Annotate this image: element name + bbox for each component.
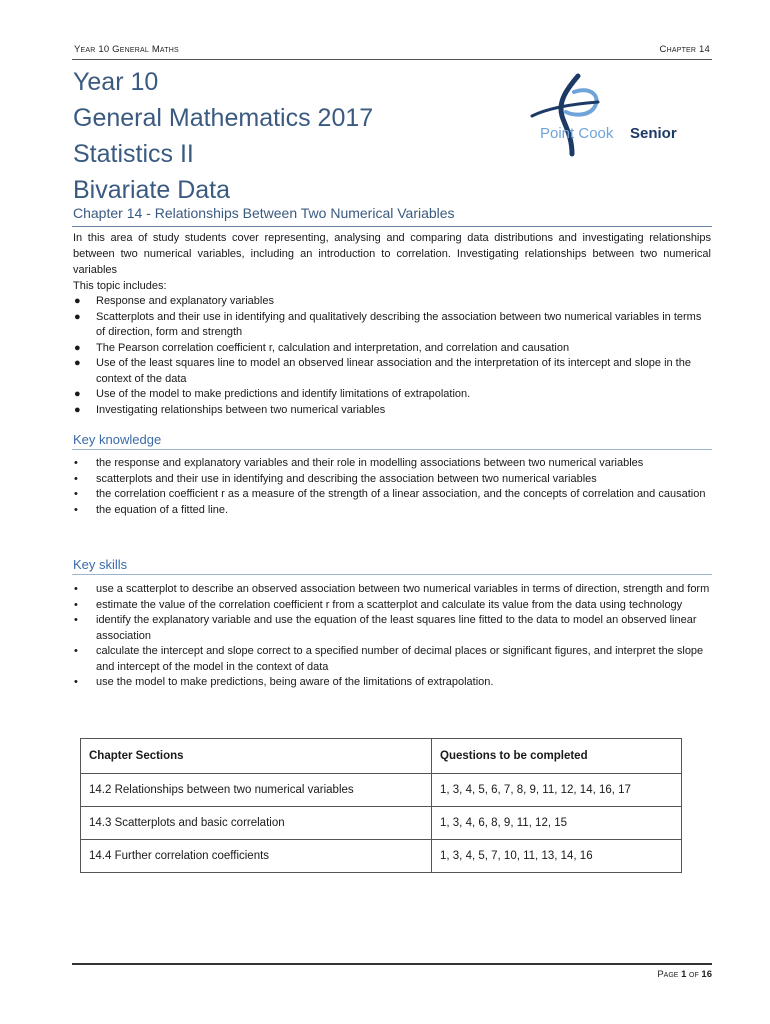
list-item: ● Use of the model to make predictions and identify limitations of extrapolation. [74,388,471,400]
table-cell-questions: 1, 3, 4, 5, 6, 7, 8, 9, 11, 12, 14, 16, 17 [432,774,682,807]
key-skills-heading: Key skills [73,557,128,572]
table-cell-questions: 1, 3, 4, 6, 8, 9, 11, 12, 15 [432,807,682,840]
title-year: Year 10 [73,68,159,96]
footer-divider [72,963,712,965]
school-logo [528,72,704,158]
topic-list [73,294,713,418]
page-footer [657,969,712,980]
table-cell-section: 14.4 Further correlation coefficients [81,840,432,873]
table-row [81,807,682,840]
list-item: • estimate the value of the correlation coefficient r from a scatterplot and calculate its value from the data using technology [74,598,683,611]
logo-text-light: Point Cook [540,125,614,142]
page-header [72,44,712,58]
title-subject: General Mathematics 2017 [73,104,374,132]
key-knowledge-heading: Key knowledge [73,432,162,447]
table-header-row [81,739,682,774]
intro-paragraph: In this area of study students cover representing, analysing and comparing data distributions and investigating relationships between two numerical variables, including an introduction to correlation. Investigating relationships between two numerical variables [73,232,711,276]
footer-page-label: Page [657,969,679,980]
table-cell-section: 14.3 Scatterplots and basic correlation [81,807,432,840]
key-skills-list [73,582,713,691]
chapter-subtitle: Chapter 14 - Relationships Between Two Numerical Variables [73,205,455,221]
key-knowledge-list [73,456,713,518]
logo-text-bold: Senior [630,125,677,142]
table-header-sections: Chapter Sections [81,739,432,774]
list-item: ● The Pearson correlation coefficient r, calculation and interpretation, and correlation and causation [74,341,570,354]
list-item: • the correlation coefficient r as a measure of the strength of a linear association, and the concepts of correlation and causation [74,488,706,500]
list-item: • use the model to make predictions, being aware of the limitations of extrapolation. [74,676,494,688]
list-item: • use a scatterplot to describe an observed association between two numerical variables in terms of direction, strength and form [74,583,710,595]
list-item: • identify the explanatory variable and use the equation of the least squares line fitted to the data to model an observed linear association [74,614,697,642]
key-skills-divider [72,574,712,575]
table-header-questions: Questions to be completed [432,739,682,774]
table-row [81,840,682,873]
title-topic: Bivariate Data [73,176,231,204]
title-unit: Statistics II [73,140,194,168]
list-item: • scatterplots and their use in identifying and describing the association between two numerical variables [74,472,597,485]
footer-page-number: 1 [681,969,687,980]
list-item: • the response and explanatory variables and their role in modelling associations between two numerical variables [74,457,644,469]
footer-total-pages: 16 [701,969,712,980]
title-block [73,64,373,208]
table-cell-questions: 1, 3, 4, 5, 7, 10, 11, 13, 14, 16 [432,840,682,873]
table-cell-section: 14.2 Relationships between two numerical variables [81,774,432,807]
header-course-title: Year 10 General Maths [74,44,179,55]
topic-intro: This topic includes: [73,280,167,292]
chapter-sections-table [80,738,682,873]
table-row [81,774,682,807]
list-item: ● Response and explanatory variables [74,295,274,307]
list-item: • the equation of a fitted line. [74,503,229,516]
header-chapter: Chapter 14 [659,44,710,55]
school-logo-mark [528,72,704,158]
subtitle-divider [72,226,712,227]
list-item: ● Use of the least squares line to model an observed linear association and the interpretation of its intercept and slope in the context of the data [74,357,691,385]
key-knowledge-divider [72,449,712,450]
header-divider [72,59,712,60]
list-item: ● Investigating relationships between two numerical variables [74,403,386,416]
list-item: ● Scatterplots and their use in identifying and qualitatively describing the association between two numerical variables in terms of direction, form and strength [74,310,702,338]
list-item: • calculate the intercept and slope correct to a specified number of decimal places or significant figures, and interpret the slope and intercept of the model in the context of data [74,645,704,673]
footer-of-label: of [689,969,699,980]
